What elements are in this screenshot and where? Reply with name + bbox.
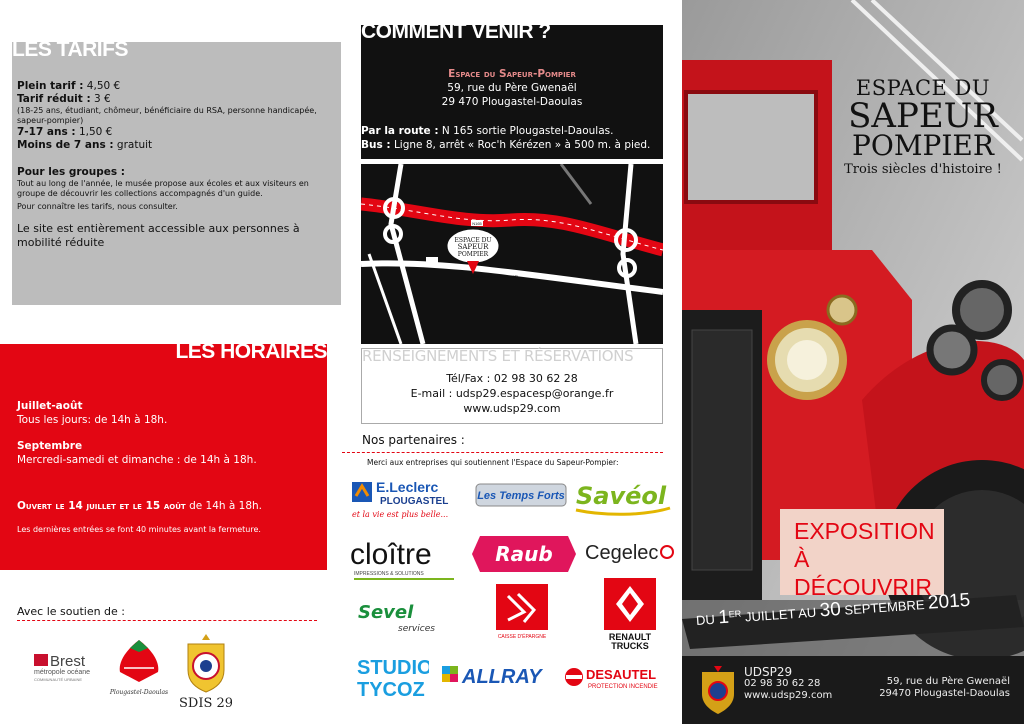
expo-line2: À DÉCOUVRIR [794,546,933,600]
studio-tycoz-logo [357,654,429,700]
allray-logo [440,662,556,696]
brest-name: Brest [50,653,86,670]
dates-du: DU [695,611,716,628]
temps-forts-logo [475,481,567,511]
temps-forts-name: Les Temps Forts [477,490,565,502]
enfants-value: 1,50 € [78,126,113,138]
partenaires-merci: Merci aux entreprises qui soutiennent l'Espace du Sapeur-Pompier: [367,458,619,467]
venir-title: COMMENT VENIR ? [361,20,551,43]
cegelec-logo [585,537,675,567]
groupes-title: Pour les groupes : [17,166,125,178]
udsp-crest-icon [698,664,738,716]
route-text: N 165 sortie Plougastel-Daoulas. [441,125,614,137]
brand-line3: POMPIER [852,129,994,162]
renault-trucks-logo [604,578,656,650]
horaires-body [17,399,322,537]
footer-org: UDSP29 [744,665,793,679]
horaires-title: LES HORAIRES [175,340,327,363]
rens-body [362,371,662,416]
desautel-name: DESAUTEL [586,667,657,682]
septembre-title: Septembre [17,440,83,452]
venir-addr2: 29 470 Plougastel-Daoulas [441,96,583,108]
brest-sub: métropole océane [34,669,91,676]
venir-routes [361,124,663,152]
desautel-logo [562,664,674,694]
rens-web[interactable]: www.udsp29.com [463,402,561,415]
renault-sub: TRUCKS [611,641,649,650]
raub-name: Raub [495,542,553,566]
brand-tagline: Trois siècles d'histoire ! [844,162,1002,177]
cover-footer [682,656,1024,724]
sevel-name: Sevel [358,602,414,623]
cegelec-name: Cegelec [585,542,659,564]
tycoz-name: TYCOZ [357,679,425,700]
brand-line2: SAPEUR [848,96,998,136]
brest-logo [34,652,100,682]
rens-email[interactable]: E-mail : udsp29.espacesp@orange.fr [410,387,614,400]
allray-name: ALLRAY [462,666,542,688]
rens-tel: Tél/Fax : 02 98 30 62 28 [446,372,578,385]
cloitre-logo [350,534,462,584]
plein-label: Plein tarif : [17,80,84,92]
reduit-label: Tarif réduit : [17,93,91,105]
footer-left [744,666,832,702]
dates-mois1: JUILLET AU [744,604,817,625]
footer-right [879,676,1010,700]
saveol-name: Savéol [576,482,667,510]
pin-line3: POMPIER [457,251,489,258]
partenaires-divider [342,452,663,453]
dates-year: 2015 [927,589,971,614]
partenaires-title: Nos partenaires : [362,433,465,447]
exposition-box [780,509,944,600]
renseignements-panel [361,348,663,424]
pin-line1: ESPACE DU [454,237,492,244]
studio-name: STUDIO [357,657,429,679]
dates-day1: 1 [717,606,730,629]
groupes-contact: Pour connaître les tarifs, nous consulter. [17,202,178,211]
leclerc-city: PLOUGASTEL [380,496,449,507]
caisse-name: CAISSE D'ÉPARGNE [497,634,547,640]
leclerc-slogan: et la vie est plus belle... [352,510,449,519]
soutien-divider [17,620,317,621]
map-n165-label: N165 [472,221,482,226]
plougastel-logo [108,636,170,698]
brand-line1: ESPACE DU [855,76,991,100]
cloitre-sub: IMPRESSIONS & SOLUTIONS [354,571,424,577]
horaires-panel [0,340,327,570]
footer-addr2: 29470 Plougastel-Daoulas [879,688,1010,699]
renault-name: RENAULT [608,632,652,642]
reduit-note: (18-25 ans, étudiant, chômeur, bénéficiaire du RSA, personne handicapée, sapeur-pompier) [17,106,317,125]
sevel-sub: services [398,624,435,634]
bus-text: Ligne 8, arrêt « Roc'h Kérézen » à 500 m. à pied. [393,139,651,151]
dates-mois2: SEPTEMBRE [843,597,926,618]
accessibilite-text: Le site est entièrement accessible aux personnes à mobilité réduite [17,222,300,249]
sevel-logo [350,598,462,638]
rens-title: RENSEIGNEMENTS ET RÉSERVATIONS [362,347,634,365]
dernieres-entrees: Les dernières entrées se font 40 minutes avant la fermeture. [17,525,261,534]
dates-day2: 30 [818,598,842,622]
dates-sup: ER [728,608,742,620]
sdis-logo [180,630,232,710]
footer-addr1: 59, rue du Père Gwenaël [886,676,1010,687]
access-map [361,164,663,344]
ouvert-special: Ouvert le 14 juillet et le 15 août [17,500,186,512]
bus-label: Bus : [361,139,391,151]
sdis-name: SDIS 29 [180,696,232,710]
map-road-label: RUE DU PÈRE GWENAËL [471,274,520,279]
dates-banner [682,589,1024,649]
route-label: Par la route : [361,125,439,137]
desautel-sub: PROTECTION INCENDIE [588,684,658,690]
venir-address [361,67,663,109]
brest-sub2: COMMUNAUTÉ URBAINE [34,677,83,682]
reduit-value: 3 € [94,93,111,105]
cloitre-name: cloître [350,538,432,571]
soutien-title: Avec le soutien de : [17,605,126,618]
leclerc-name: E.Leclerc [376,479,439,495]
juillet-text: Tous les jours: de 14h à 18h. [17,414,168,426]
septembre-text: Mercredi-samedi et dimanche : de 14h à 18h. [17,454,257,466]
footer-web[interactable]: www.udsp29.com [744,690,833,701]
raub-logo [470,532,578,576]
groupes-text: Tout au long de l'année, le musée propose aux écoles et aux visiteurs en groupe de découvrir les collections accompagnés d'un guide. [17,179,309,198]
expo-line1: EXPOSITION [794,518,935,544]
tarifs-body [17,80,337,250]
venir-org: Espace du Sapeur-Pompier [448,68,576,80]
comment-venir-panel [361,20,663,159]
tarifs-title: LES TARIFS [12,38,128,61]
enfants-label: 7-17 ans : [17,126,76,138]
juillet-title: Juillet-août [17,400,83,412]
caisse-epargne-logo [494,582,550,642]
moins7-value: gratuit [116,139,153,151]
footer-tel: 02 98 30 62 28 [744,678,821,689]
leclerc-logo [350,476,462,520]
pin-line2: SAPEUR [457,243,489,251]
plein-value: 4,50 € [86,80,121,92]
tarifs-panel [12,38,341,305]
venir-addr1: 59, rue du Père Gwenaël [447,82,577,94]
brand-title [843,76,1003,177]
ouvert-text: de 14h à 18h. [189,500,263,512]
plougastel-name: Plougastel-Daoulas [109,689,169,696]
saveol-logo [574,478,674,518]
moins7-label: Moins de 7 ans : [17,139,114,151]
